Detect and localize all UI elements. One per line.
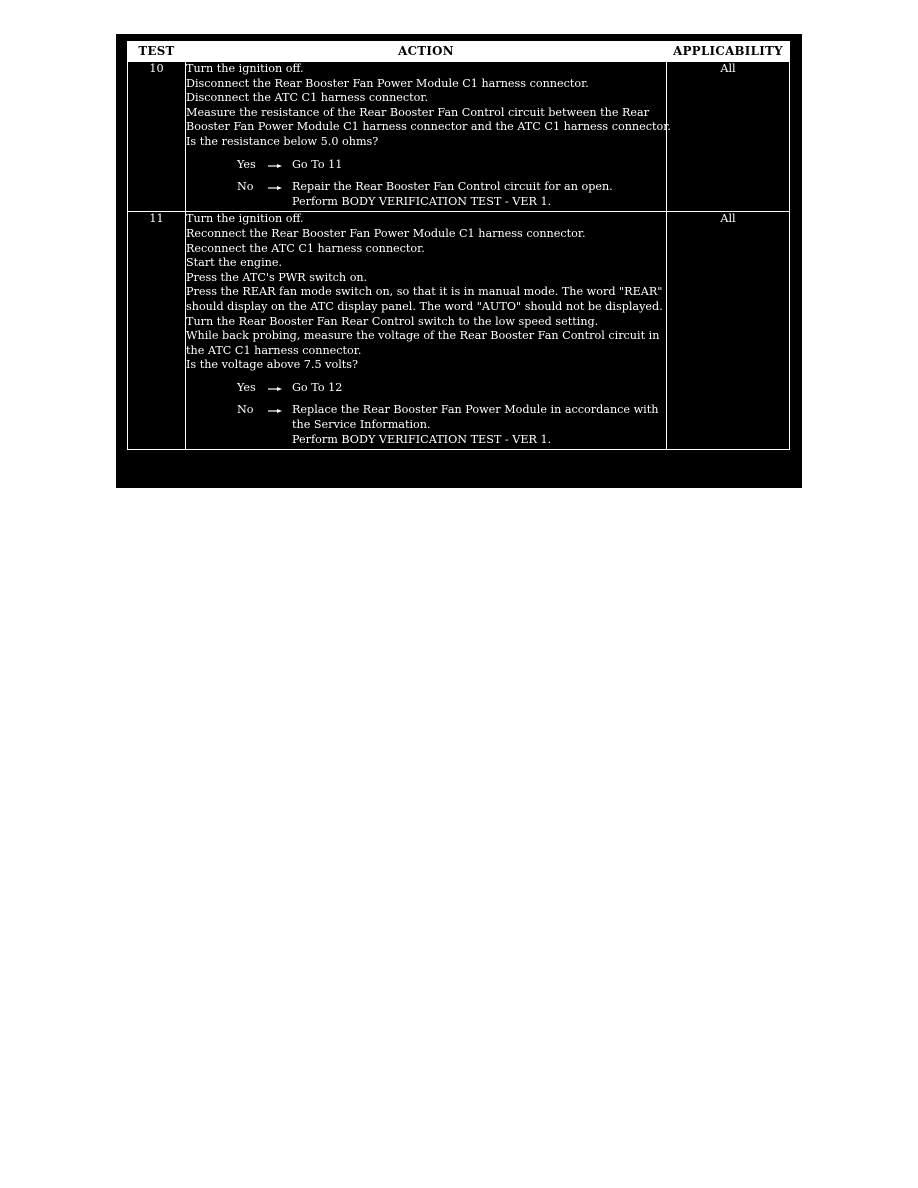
action-cell bbox=[186, 62, 671, 212]
right-arrow-icon bbox=[268, 158, 292, 173]
right-arrow-icon bbox=[268, 180, 292, 209]
right-arrow-icon bbox=[268, 403, 292, 447]
table-header-row bbox=[128, 42, 790, 62]
right-arrow-icon bbox=[268, 381, 292, 396]
action-step: Disconnect the Rear Booster Fan Power Module C1 harness connector. bbox=[186, 76, 589, 90]
header-action: ACTION bbox=[186, 42, 667, 62]
outcome-text: the Service Information. bbox=[292, 418, 431, 432]
test-number: 10 bbox=[128, 62, 186, 212]
outcome-text: Go To 11 bbox=[292, 157, 343, 171]
action-step: Turn the ignition off. bbox=[186, 212, 304, 226]
applicability-value: All bbox=[667, 62, 790, 212]
outcome-text: Repair the Rear Booster Fan Control circuit for an open. bbox=[292, 180, 613, 194]
action-step: Reconnect the Rear Booster Fan Power Module C1 harness connector. bbox=[186, 226, 586, 240]
action-step: Booster Fan Power Module C1 harness connector and the ATC C1 harness connector. bbox=[186, 120, 671, 134]
action-step: Disconnect the ATC C1 harness connector. bbox=[186, 91, 429, 105]
action-step: Measure the resistance of the Rear Booster Fan Control circuit between the Rear bbox=[186, 105, 650, 119]
action-step: Press the REAR fan mode switch on, so that it is in manual mode. The word "REAR" bbox=[186, 285, 663, 299]
header-test: TEST bbox=[128, 42, 186, 62]
outcomes bbox=[186, 381, 666, 447]
test-number: 11 bbox=[128, 212, 186, 450]
outcome-no bbox=[186, 403, 666, 447]
action-step: Press the ATC's PWR switch on. bbox=[186, 270, 368, 284]
outcome-text: Replace the Rear Booster Fan Power Module in accordance with bbox=[292, 403, 659, 417]
action-step: Turn the Rear Booster Fan Rear Control switch to the low speed setting. bbox=[186, 314, 599, 328]
diagnostic-table-figure bbox=[116, 34, 802, 488]
action-step: Turn the ignition off. bbox=[186, 62, 304, 75]
outcome-text: Perform BODY VERIFICATION TEST - VER 1. bbox=[292, 194, 552, 208]
outcome-text: Go To 12 bbox=[292, 380, 343, 394]
outcome-text: Perform BODY VERIFICATION TEST - VER 1. bbox=[292, 432, 552, 446]
outcome-label: Yes bbox=[237, 157, 256, 171]
action-question: Is the voltage above 7.5 volts? bbox=[186, 358, 359, 372]
outcomes bbox=[186, 158, 666, 210]
action-step: the ATC C1 harness connector. bbox=[186, 343, 362, 357]
table-row bbox=[128, 62, 790, 212]
outcome-label: No bbox=[237, 403, 254, 417]
header-applicability: APPLICABILITY bbox=[667, 42, 790, 62]
action-cell bbox=[186, 212, 667, 450]
applicability-value: All bbox=[667, 212, 790, 450]
table-row bbox=[128, 212, 790, 450]
action-question: Is the resistance below 5.0 ohms? bbox=[186, 134, 379, 148]
action-step: Reconnect the ATC C1 harness connector. bbox=[186, 241, 425, 255]
diagnostic-test-table bbox=[127, 41, 790, 450]
outcome-label: No bbox=[237, 180, 254, 194]
outcome-no bbox=[186, 180, 666, 209]
action-step: While back probing, measure the voltage of the Rear Booster Fan Control circuit in bbox=[186, 329, 660, 343]
outcome-yes bbox=[186, 381, 666, 396]
outcome-label: Yes bbox=[237, 380, 256, 394]
action-step: should display on the ATC display panel. The word "AUTO" should not be displayed. bbox=[186, 299, 663, 313]
outcome-yes bbox=[186, 158, 666, 173]
action-step: Start the engine. bbox=[186, 256, 283, 270]
